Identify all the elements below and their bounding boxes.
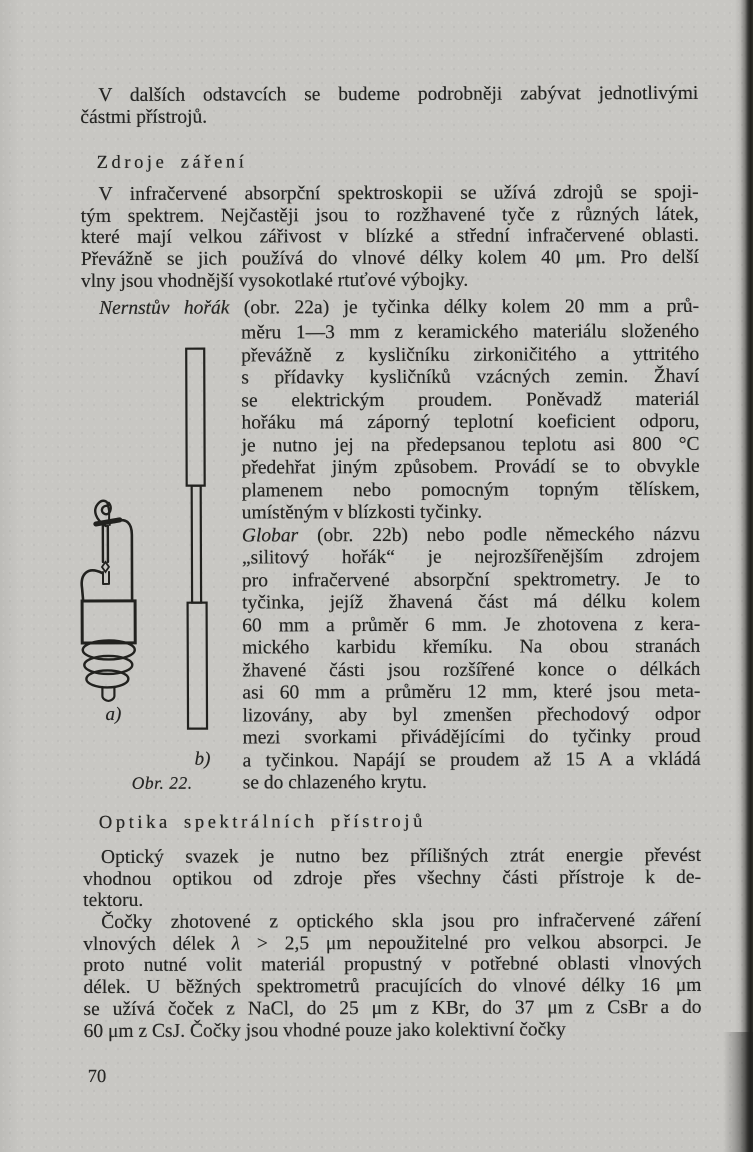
text-line: částmi přístrojů.: [80, 106, 208, 128]
text-line: měru 1—3 mm z keramického materiálu složeného: [241, 320, 700, 344]
text-line: s přídavky kysličníků vzácných zemin. Žhaví: [241, 365, 700, 389]
text-line: délek. U běžných spektrometrů pracujících do vlnové délky 16 μm: [83, 974, 702, 999]
page-edge-shadow: [735, 0, 753, 1152]
text-line: které mají velkou zářivost v blízké a střední infračervené oblasti.: [80, 225, 699, 249]
text-line: umístěným v blízkosti tyčinky.: [241, 501, 483, 524]
text-line: mezi svorkami přivádějícími do tyčinky proud: [242, 725, 701, 749]
text-line: tyčinka, jejíž žhavená část má délku kolem: [242, 590, 701, 614]
text-line: 60 μm z CsJ. Čočky jsou vhodné pouze jako kolektivní čočky: [83, 1018, 566, 1042]
text-line: Čočky zhotovené z optického skla jsou pro infračervené záření: [101, 909, 702, 933]
text-line: vhodnou optikou od zdroje přes všechny části přístroje k de-: [83, 866, 702, 890]
figure-label-b: b): [194, 748, 211, 770]
text-line: mického karbidu křemíku. Na obou stranách: [242, 635, 701, 659]
text-line: je nutno jej na předepsanou teplotu asi 800 °C: [241, 433, 700, 456]
text-line: převážně z kysličníku zirkoničitého a yttritého: [241, 343, 700, 366]
block-optics-2: [83, 910, 701, 1042]
page-edge-shadow-bottom: [723, 1032, 753, 1152]
text-line: plamenem nebo pomocným topným tělískem,: [241, 478, 700, 501]
text-line: asi 60 mm a průměru 12 mm, které jsou meta-: [242, 680, 701, 704]
text-line: tektoru.: [83, 890, 144, 912]
nernst-burner-drawing: [81, 501, 135, 701]
globar-rod-drawing: [186, 349, 207, 729]
block-sources: [81, 182, 699, 293]
text-line: V infračervené absorpční spektroskopii se užívá zdrojů se spoji-: [98, 181, 699, 205]
text-line: pro infračervené absorpční spektrometry. Je to: [241, 568, 701, 591]
text-line: lizovány, aby byl zmenšen přechodový odpor: [242, 703, 701, 726]
block-heading-zdroje: Zdroje záření: [96, 152, 248, 173]
text-line: Převážně se jich používá do vlnové délky kolem 40 μm. Pro delší: [80, 246, 699, 271]
text-line: hořáku má záporný teplotní koeficient odporu,: [241, 410, 700, 434]
block-optics-1: [83, 845, 701, 912]
text-line: Nernstův hořák (obr. 22a) je tyčinka délky kolem 20 mm a prů-: [99, 295, 700, 319]
block-heading-optika: Optika spektrálních přístrojů: [98, 811, 427, 833]
text-line: žhavené části jsou rozšířené konce o délkách: [242, 658, 701, 681]
text-line: V dalších odstavcích se budeme podrobněji zabývat jednotlivými: [98, 82, 699, 106]
figure-label-a: a): [105, 703, 122, 725]
block-nernst-wrap: [241, 321, 701, 795]
figure-caption: Obr. 22.: [131, 772, 193, 793]
page-number: 70: [87, 1066, 107, 1088]
text-line: Globar (obr. 22b) nebo podle německého názvu: [241, 523, 700, 546]
figure-obr-22: [74, 336, 216, 801]
text-line: předehřat jiným způsobem. Provádí se to obvykle: [241, 455, 700, 479]
text-line: vlny jsou vhodnější vysokotlaké rtuťové výbojky.: [80, 269, 469, 292]
block-intro: [80, 83, 698, 129]
text-line: proto nutné volit materiál propustný v potřebné oblasti vlnových: [83, 953, 702, 977]
text-line: a tyčinkou. Napájí se proudem až 15 A a vkládá: [242, 748, 701, 771]
text-line: se do chlazeného krytu.: [242, 771, 427, 794]
text-line: 60 mm a průměr 6 mm. Je zhotovena z kera-: [242, 613, 701, 636]
text-line: vlnových délek λ > 2,5 μm nepoužitelné pro velkou absorpci. Je: [83, 931, 702, 955]
text-line: tým spektrem. Nejčastěji jsou to rozžhavené tyče z různých látek,: [80, 203, 699, 227]
text-line: se užívá čoček z NaCl, do 25 μm z KBr, do 37 μm z CsBr a do: [83, 996, 702, 1020]
text-line: Optický svazek je nutno bez přílišných ztrát energie převést: [100, 844, 702, 868]
text-line: se elektrickým proudem. Poněvadž materiál: [241, 388, 700, 411]
block-nernst-lead: [81, 296, 699, 320]
text-line: „silitový hořák“ je nejrozšířenějším zdrojem: [241, 545, 700, 569]
